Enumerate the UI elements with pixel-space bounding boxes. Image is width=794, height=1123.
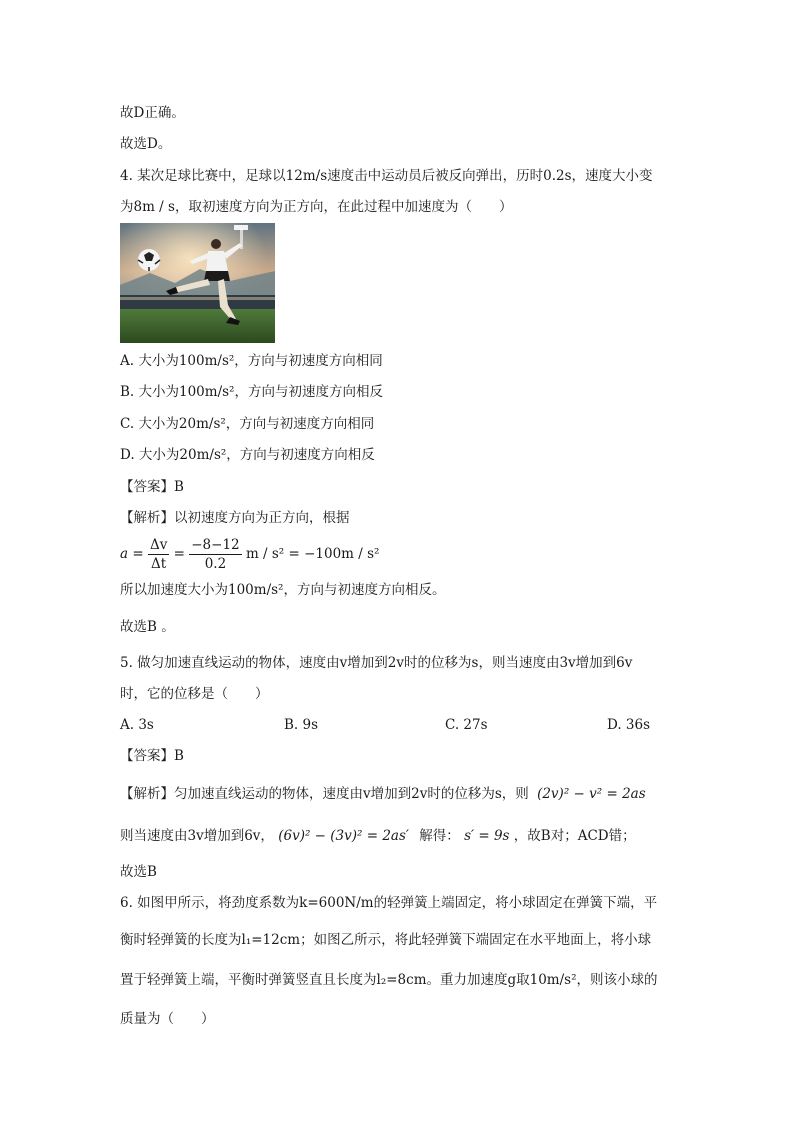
option-b: B. 大小为100m/s²，方向与初速度方向相反 — [120, 384, 383, 400]
fraction-numerator: Δv — [149, 537, 168, 553]
option-c: C. 大小为20m/s²，方向与初速度方向相同 — [120, 416, 375, 432]
question-5-text: 时，它的位移是（ ） — [120, 686, 269, 702]
explanation-text: ，故B对；ACD错； — [513, 828, 636, 844]
fraction-values — [189, 536, 241, 573]
option-b: B. 9s — [284, 717, 319, 733]
explanation-line — [120, 826, 636, 846]
fraction-denominator: Δt — [151, 556, 167, 572]
text-line: 故D正确。 — [120, 105, 185, 121]
kinematics-formula: (2v)² − v² = 2as — [537, 786, 646, 802]
soccer-player-icon — [120, 223, 275, 343]
option-d: D. 大小为20m/s²，方向与初速度方向相反 — [120, 447, 375, 463]
fraction-denominator: 0.2 — [204, 556, 227, 572]
option-d: D. 36s — [607, 717, 651, 733]
acceleration-formula — [120, 536, 420, 576]
question-6-text: 6. 如图甲所示，将劲度系数为k=600N/m的轻弹簧上端固定，将小球固定在弹簧下端，平 — [120, 895, 658, 911]
soccer-player-photo — [120, 223, 275, 343]
option-a: A. 3s — [120, 717, 154, 733]
explanation-text: 解得： — [419, 828, 460, 844]
selection-text: 故选B — [120, 864, 157, 880]
formula-equals: = — [173, 546, 185, 562]
question-6-text: 质量为（ ） — [120, 1011, 215, 1027]
answer-label: 【答案】B — [120, 748, 184, 764]
option-c: C. 27s — [445, 717, 488, 733]
selection-text: 故选B 。 — [120, 619, 175, 635]
question-6-text: 衡时轻弹簧的长度为l₁=12cm；如图乙所示，将此轻弹簧下端固定在水平地面上，将小球 — [120, 932, 652, 948]
text-line: 故选D。 — [120, 136, 172, 152]
question-4-text: 4. 某次足球比赛中，足球以12m/s速度击中运动员后被反向弹出，历时0.2s，速度大小变 — [120, 168, 653, 184]
conclusion-text: 所以加速度大小为100m/s²，方向与初速度方向相反。 — [120, 582, 446, 598]
explanation-text: 【解析】以初速度方向为正方向，根据 — [120, 510, 350, 526]
result-formula: s′ = 9s — [464, 828, 510, 844]
explanation-text: 则当速度由3v增加到6v， — [120, 828, 274, 844]
fraction-numerator: −8−12 — [191, 537, 240, 553]
explanation-text: 【解析】匀加速直线运动的物体，速度由v增加到2v时的位移为s，则 — [120, 786, 529, 802]
formula-rhs: m / s² = −100m / s² — [245, 546, 380, 562]
fraction-dv-dt — [148, 536, 169, 573]
question-6-text: 置于轻弹簧上端，平衡时弹簧竖直且长度为l₂=8cm。重力加速度g取10m/s²，则该小球的 — [120, 972, 658, 988]
option-a: A. 大小为100m/s²，方向与初速度方向相同 — [120, 353, 383, 369]
question-4-text: 为8m / s，取初速度方向为正方向，在此过程中加速度为（ ） — [120, 199, 513, 215]
answer-label: 【答案】B — [120, 479, 184, 495]
question-5-text: 5. 做匀加速直线运动的物体，速度由v增加到2v时的位移为s，则当速度由3v增加到6v — [120, 655, 633, 671]
kinematics-formula: (6v)² − (3v)² = 2as′ — [278, 828, 409, 844]
explanation-line — [120, 784, 646, 804]
formula-lhs: a = — [120, 546, 144, 562]
